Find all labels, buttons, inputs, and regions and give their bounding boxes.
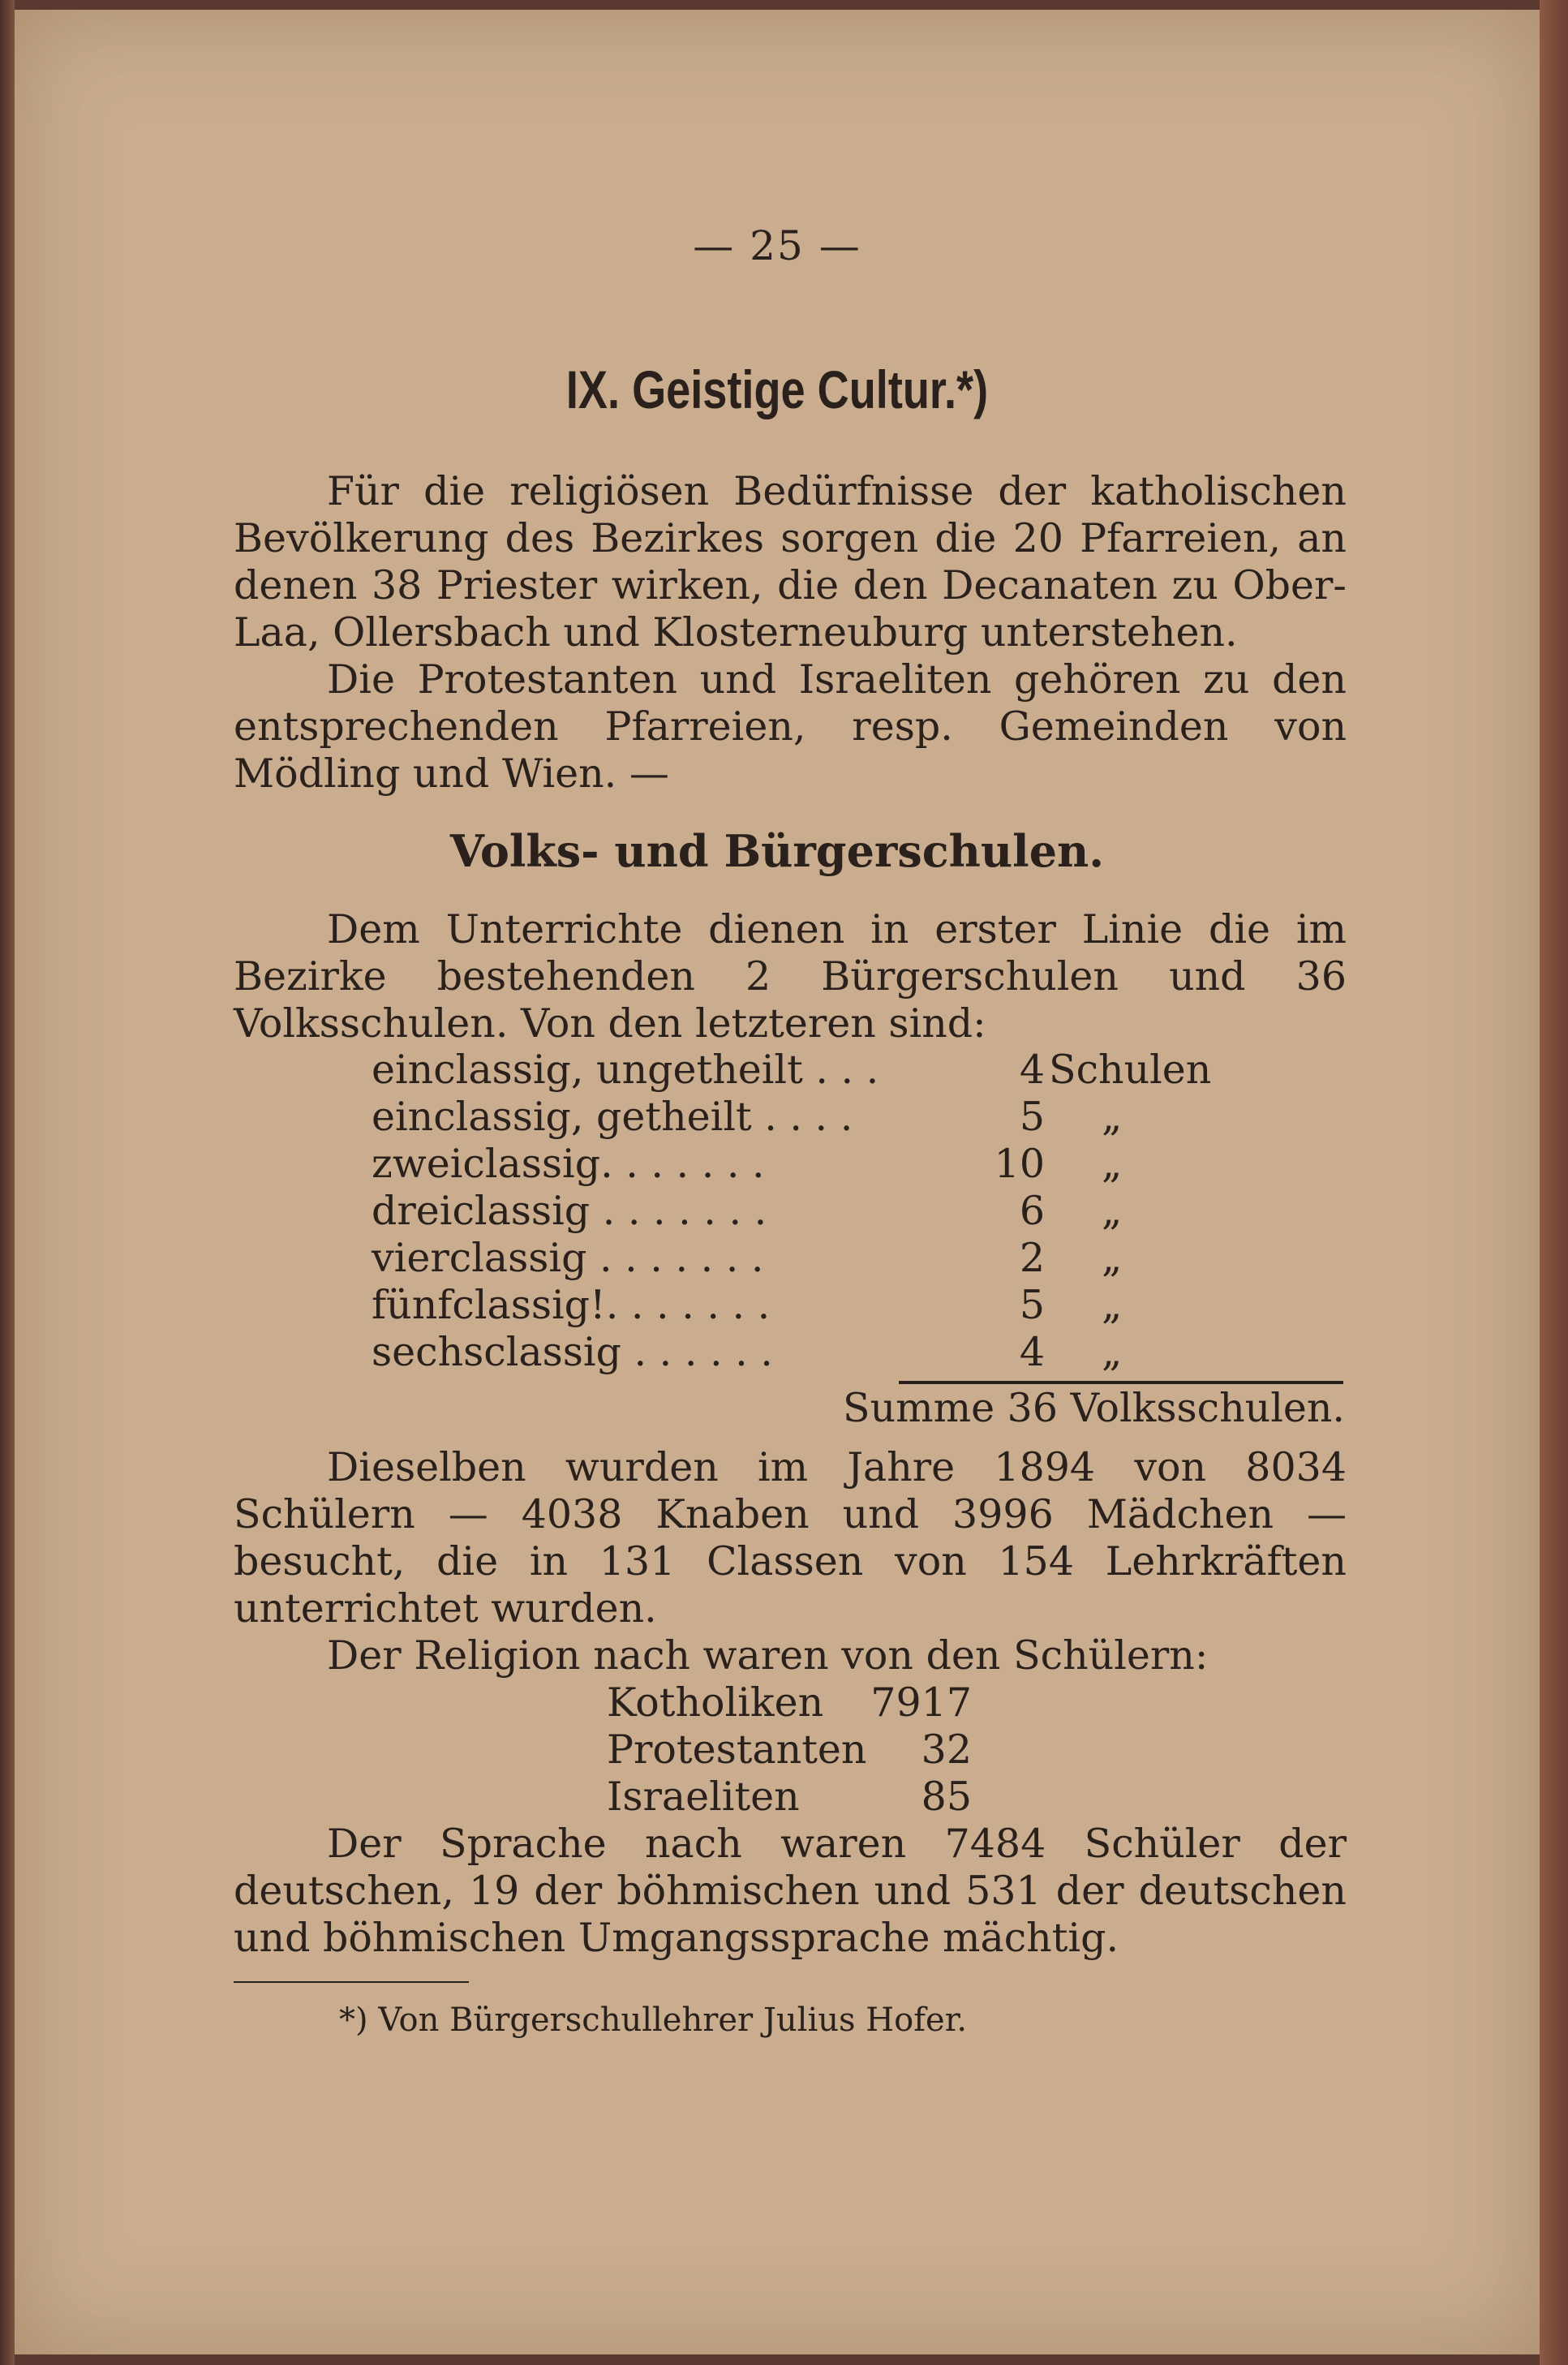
paragraph-religion (234, 1632, 1347, 1679)
row-label: fünfclassig!. . . . . . . (372, 1282, 771, 1328)
row-label: zweiclassig. . . . . . . (372, 1141, 765, 1187)
sum-rule (899, 1381, 1343, 1384)
row-count: 10 (994, 1141, 1045, 1187)
paragraph-text: Für die religiösen Bedürfnisse der katholischen Bevölkerung des Bezirkes sorgen die 20 Pfarreien, an denen 38 Priester wirken, die den Decanaten zu Ober-Laa, Ollersbach und Klosterneuburg unterstehen. (234, 468, 1347, 656)
row-label: dreiclassig . . . . . . . (372, 1188, 767, 1234)
row-unit: „ (1102, 1094, 1123, 1140)
paragraph-text: Der Religion nach waren von den Schülern: (327, 1632, 1209, 1679)
paragraph-language (234, 1821, 1347, 1962)
row-unit: „ (1102, 1235, 1123, 1281)
row-label: vierclassig . . . . . . . (372, 1235, 764, 1281)
paragraph-attendance (234, 1444, 1347, 1632)
paragraph-protestants (234, 656, 1347, 798)
book-binding-left (0, 0, 15, 2365)
row-label: sechsclassig . . . . . . (372, 1329, 773, 1375)
footnote-rule (234, 1981, 469, 1983)
footnote: *) Von Bürgerschullehrer Julius Hofer. (339, 2002, 968, 2039)
section-heading: Volks- und Bürgerschulen. (449, 825, 1105, 877)
paragraph-religious-needs (234, 468, 1347, 656)
paragraph-text: Dieselben wurden im Jahre 1894 von 8034 Schülern — 4038 Knaben und 3996 Mädchen — besucht, die in 131 Classen von 154 Lehrkräften unterrichtet wurden. (234, 1444, 1347, 1632)
row-count: 5 (1019, 1094, 1045, 1140)
paragraph-text: Die Protestanten und Israeliten gehören zu den entsprechenden Pfarreien, resp. Gemeinden von Mödling und Wien. — (234, 656, 1347, 797)
paragraph-text: Dem Unterrichte dienen in erster Linie die im Bezirke bestehenden 2 Bürgerschulen und 36 Volksschulen. Von den letzteren sind: (234, 906, 1347, 1047)
row-count: 2 (1019, 1235, 1045, 1281)
row-label: einclassig, ungetheilt . . . (372, 1047, 879, 1093)
row-count: 5 (1019, 1282, 1045, 1328)
row-unit: „ (1102, 1188, 1123, 1234)
row-count: 6 (1019, 1188, 1045, 1234)
row-unit: Schulen (1049, 1047, 1212, 1093)
sum-line: Summe 36 Volksschulen. (843, 1385, 1345, 1431)
row-label: einclassig, getheilt . . . . (372, 1094, 853, 1140)
row-unit: „ (1102, 1282, 1123, 1328)
row-label: Kotholiken (607, 1679, 824, 1726)
paragraph-text: Der Sprache nach waren 7484 Schüler der deutschen, 19 der böhmischen und 531 der deutschen und böhmischen Umgangssprache mächtig. (234, 1821, 1347, 1961)
row-label: Protestanten (607, 1726, 867, 1773)
chapter-heading: IX. Geistige Cultur.*) (565, 359, 989, 419)
book-page (15, 10, 1540, 2354)
page-number: — 25 — (693, 222, 861, 269)
row-count: 32 (921, 1726, 972, 1773)
row-count: 85 (921, 1774, 972, 1820)
row-unit: „ (1102, 1141, 1123, 1187)
row-unit: „ (1102, 1329, 1123, 1375)
book-binding-right (1540, 0, 1568, 2365)
row-count: 4 (1019, 1047, 1045, 1093)
paragraph-instruction (234, 906, 1347, 1047)
row-count: 4 (1019, 1329, 1045, 1375)
row-count: 7917 (870, 1679, 972, 1726)
row-label: Israeliten (607, 1774, 800, 1820)
